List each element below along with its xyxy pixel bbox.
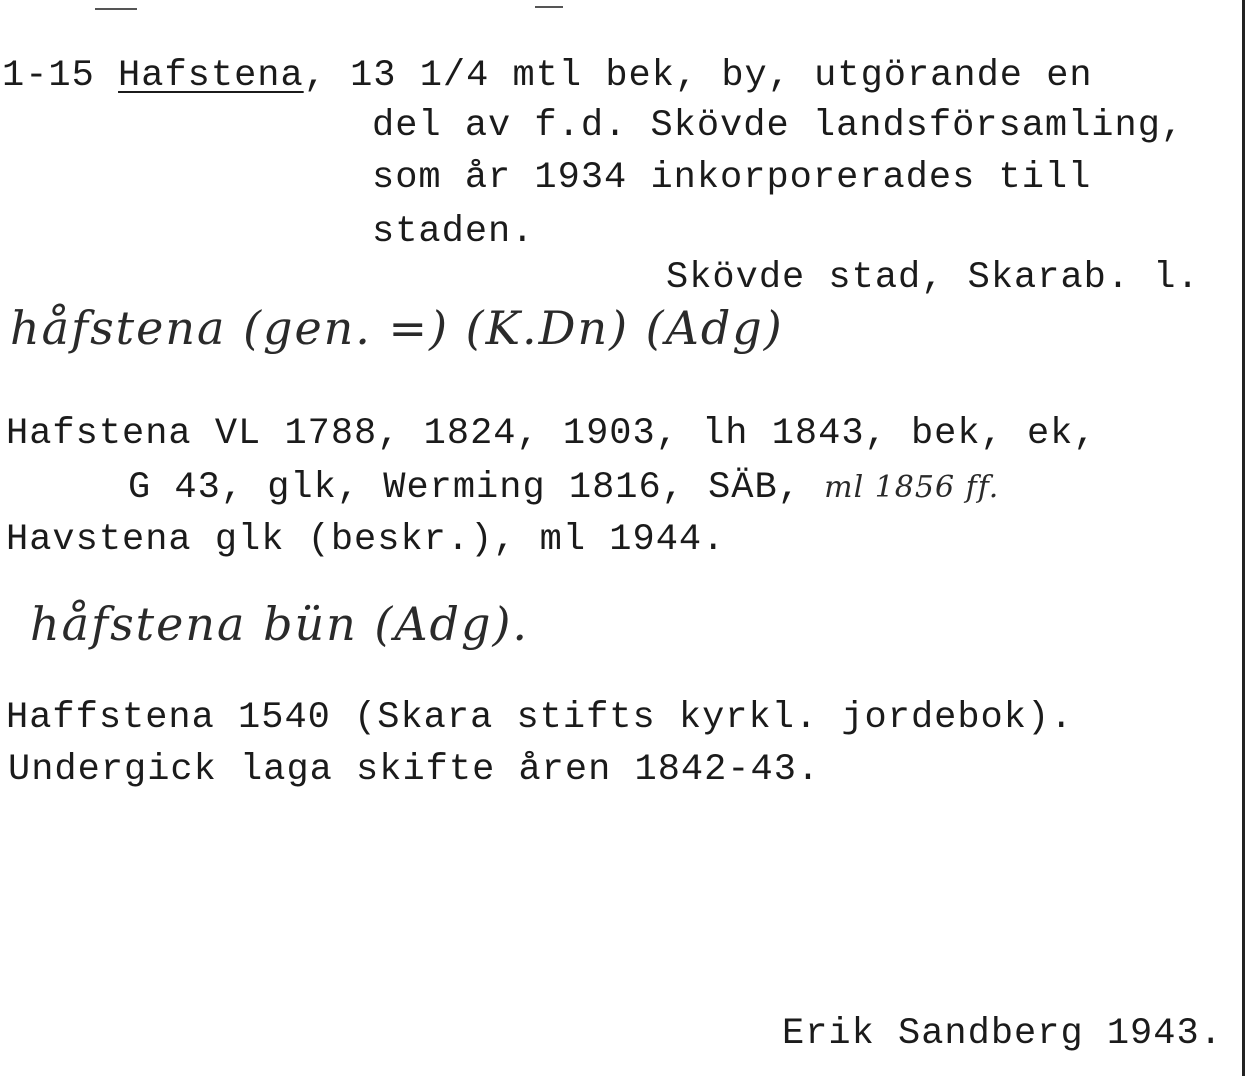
entry-description-1: , 13 1/4 mtl bek, by, utgörande en — [303, 55, 1093, 97]
scan-speck — [95, 8, 137, 10]
entry-number: 1-15 — [2, 55, 95, 97]
location-line: Skövde stad, Skarab. l. — [666, 257, 1200, 299]
forms-line-2-handwritten: ml 1856 ff. — [824, 470, 1000, 505]
history-line-2: Undergick laga skifte åren 1842-43. — [8, 749, 821, 791]
entry-line-2: del av f.d. Skövde landsförsamling, — [372, 105, 1185, 147]
forms-line-2-typed: G 43, glk, Werming 1816, SÄB, — [128, 467, 801, 509]
history-line-1: Haffstena 1540 (Skara stifts kyrkl. jordebok). — [6, 697, 1074, 739]
forms-line-1: Hafstena VL 1788, 1824, 1903, lh 1843, bek, ek, — [6, 413, 1097, 455]
forms-line-2 — [128, 466, 999, 510]
scan-speck — [535, 6, 563, 8]
entry-line-4: staden. — [372, 211, 535, 253]
entry-line-3: som år 1934 inkorporerades till — [372, 157, 1092, 199]
forms-line-3: Havstena glk (beskr.), ml 1944. — [6, 519, 726, 561]
signature: Erik Sandberg 1943. — [782, 1013, 1223, 1055]
entry-line-1 — [2, 54, 1093, 98]
handwritten-pronunciation-2: håfstena bün (Adg). — [30, 597, 530, 651]
card-right-edge — [1242, 0, 1245, 1076]
handwritten-pronunciation-1: håfstena (gen. =) (K.Dn) (Adg) — [10, 301, 784, 355]
entry-name: Hafstena — [118, 55, 304, 97]
